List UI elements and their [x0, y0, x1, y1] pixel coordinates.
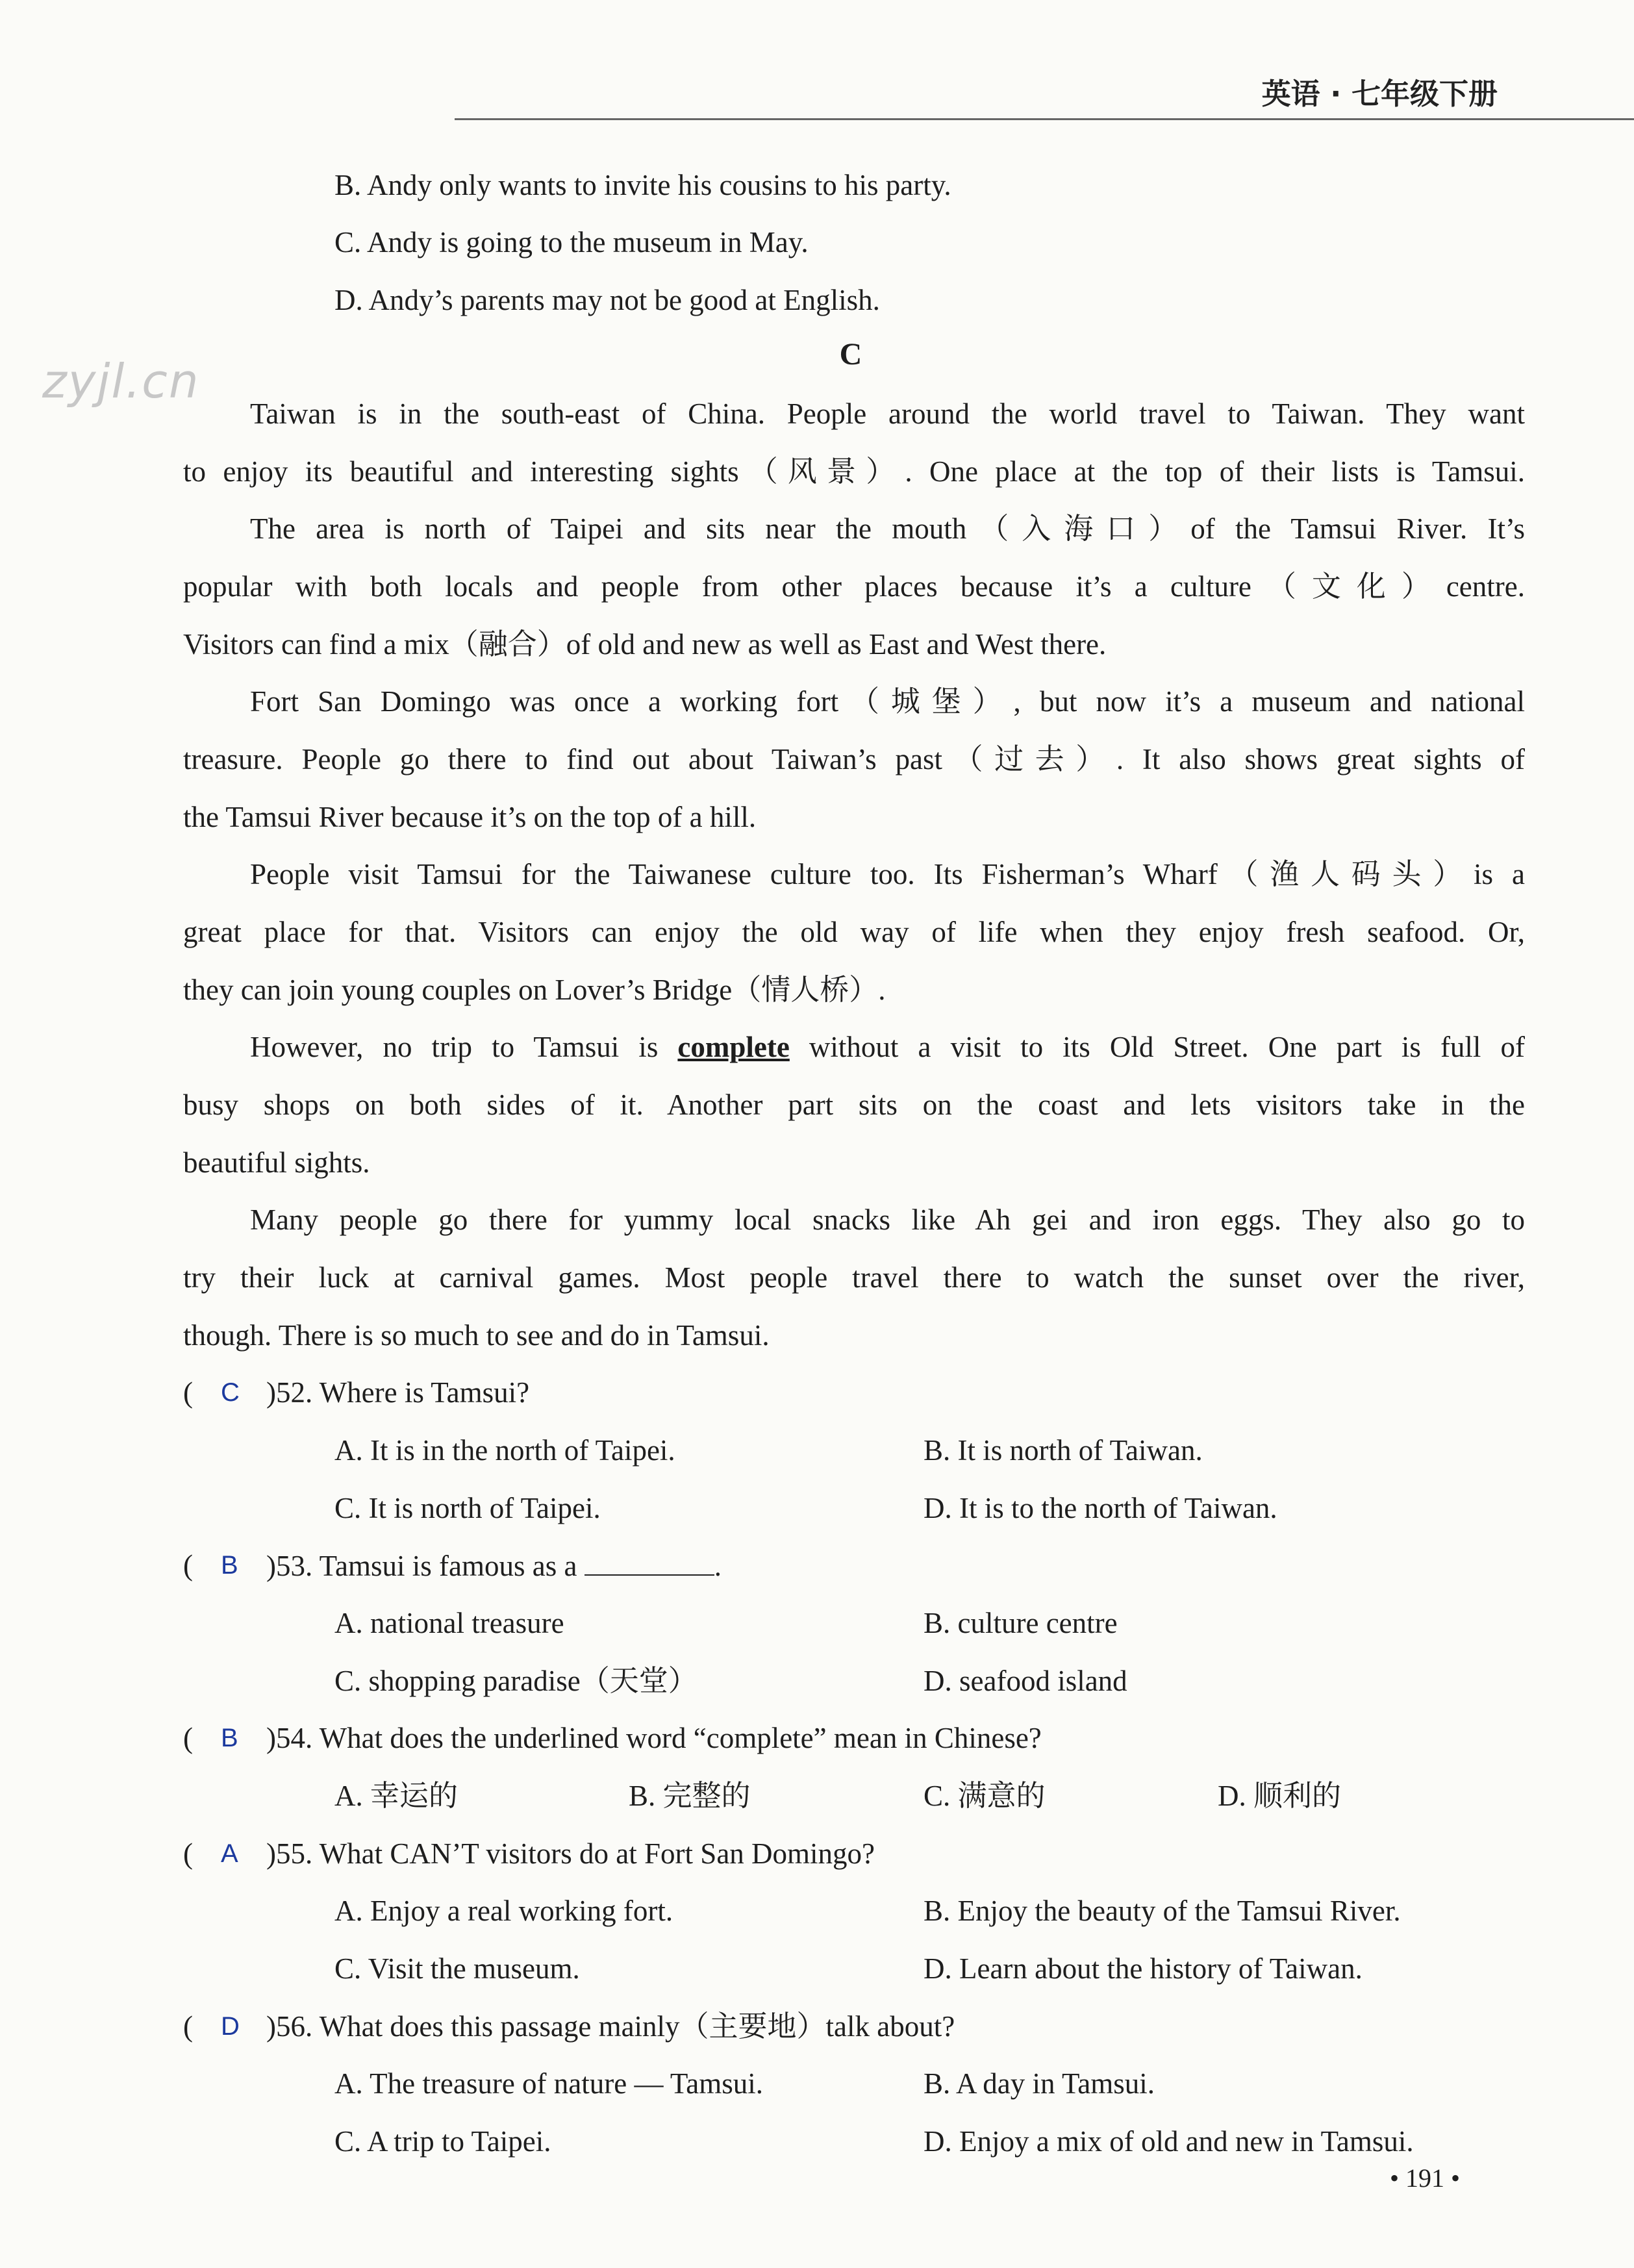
question-paren: ( [183, 1549, 193, 1581]
question-stem: )53. Tamsui is famous as a . [266, 1546, 722, 1585]
answer-mark: A [221, 1839, 238, 1868]
prev-option-c: C. Andy is going to the museum in May. [334, 226, 809, 258]
option-a: A. It is in the north of Taipei. [334, 1434, 675, 1467]
passage-line: treasure. People go there to find out about Taiwan’s past（过去）. It also shows great sights of [183, 743, 1525, 775]
passage-line: Taiwan is in the south-east of China. People around the world travel to Taiwan. They want [250, 397, 1525, 430]
question-stem: )52. Where is Tamsui? [266, 1376, 530, 1409]
option-c: C. shopping paradise（天堂） [334, 1665, 698, 1697]
question-paren: ( [183, 1722, 193, 1754]
question-stem: )54. What does the underlined word “complete” mean in Chinese? [266, 1722, 1042, 1754]
answer-blank [584, 1546, 714, 1576]
option-c: C. A trip to Taipei. [334, 2125, 551, 2158]
option-c: C. 满意的 [924, 1780, 1046, 1812]
page-number: • 191 • [1390, 2163, 1461, 2193]
option-a: A. 幸运的 [334, 1780, 458, 1812]
passage-line: to enjoy its beautiful and interesting sights（风景）. One place at the top of their lists is Tamsui. [183, 455, 1525, 488]
header-rule [455, 118, 1634, 120]
question-stem: )56. What does this passage mainly（主要地）talk about? [266, 2010, 955, 2043]
option-b: B. 完整的 [629, 1780, 751, 1812]
passage-line: People visit Tamsui for the Taiwanese culture too. Its Fisherman’s Wharf（渔人码头）is a [250, 858, 1525, 890]
passage-line: Visitors can find a mix（融合）of old and new as well as East and West there. [183, 628, 1107, 661]
underlined-word: complete [677, 1031, 790, 1063]
option-c: C. Visit the museum. [334, 1952, 580, 1985]
passage-line: busy shops on both sides of it. Another part sits on the coast and lets visitors take in the [183, 1089, 1525, 1121]
prev-option-b: B. Andy only wants to invite his cousins to his party. [334, 169, 951, 201]
question-paren: ( [183, 1837, 193, 1870]
passage-line: though. There is so much to see and do in Tamsui. [183, 1319, 770, 1352]
question-paren: ( [183, 1376, 193, 1409]
header-title: 英语 · 七年级下册 [1261, 77, 1498, 111]
passage-line: they can join young couples on Lover’s Bridge（情人桥）. [183, 974, 886, 1006]
passage-line: The area is north of Taipei and sits near the mouth（入海口）of the Tamsui River. It’s [250, 512, 1525, 545]
option-b: B. It is north of Taiwan. [924, 1434, 1203, 1467]
option-d: D. Learn about the history of Taiwan. [924, 1952, 1363, 1985]
watermark: zyjl.cn [42, 354, 200, 409]
passage-line: However, no trip to Tamsui is complete without a visit to its Old Street. One part is full of [250, 1031, 1526, 1063]
option-b: B. Enjoy the beauty of the Tamsui River. [924, 1895, 1401, 1927]
passage-line: popular with both locals and people from other places because it’s a culture（文化）centre. [183, 570, 1525, 603]
option-d: D. seafood island [924, 1665, 1127, 1697]
prev-option-d: D. Andy’s parents may not be good at English. [334, 284, 880, 316]
section-label: C [839, 337, 862, 372]
option-a: A. Enjoy a real working fort. [334, 1895, 673, 1927]
passage-line: beautiful sights. [183, 1146, 370, 1179]
passage-line: try their luck at carnival games. Most people travel there to watch the sunset over the river, [183, 1261, 1525, 1294]
question-paren: ( [183, 2010, 193, 2043]
option-d: D. 顺利的 [1218, 1780, 1341, 1812]
option-a: A. The treasure of nature — Tamsui. [334, 2067, 763, 2100]
option-c: C. It is north of Taipei. [334, 1492, 601, 1524]
option-b: B. culture centre [924, 1607, 1118, 1639]
option-a: A. national treasure [334, 1607, 564, 1639]
passage-line: Many people go there for yummy local snacks like Ah gei and iron eggs. They also go to [250, 1203, 1525, 1236]
answer-mark: B [221, 1551, 238, 1580]
answer-mark: D [221, 2012, 240, 2041]
passage-line: Fort San Domingo was once a working fort（城堡）, but now it’s a museum and national [250, 685, 1525, 718]
option-b: B. A day in Tamsui. [924, 2067, 1155, 2100]
answer-mark: C [221, 1378, 240, 1407]
option-d: D. It is to the north of Taiwan. [924, 1492, 1277, 1524]
passage-line: great place for that. Visitors can enjoy the old way of life when they enjoy fresh seafood. Or, [183, 916, 1525, 948]
answer-mark: B [221, 1724, 238, 1752]
question-stem: )55. What CAN’T visitors do at Fort San Domingo? [266, 1837, 875, 1870]
option-d: D. Enjoy a mix of old and new in Tamsui. [924, 2125, 1414, 2158]
passage-line: the Tamsui River because it’s on the top of a hill. [183, 801, 757, 833]
